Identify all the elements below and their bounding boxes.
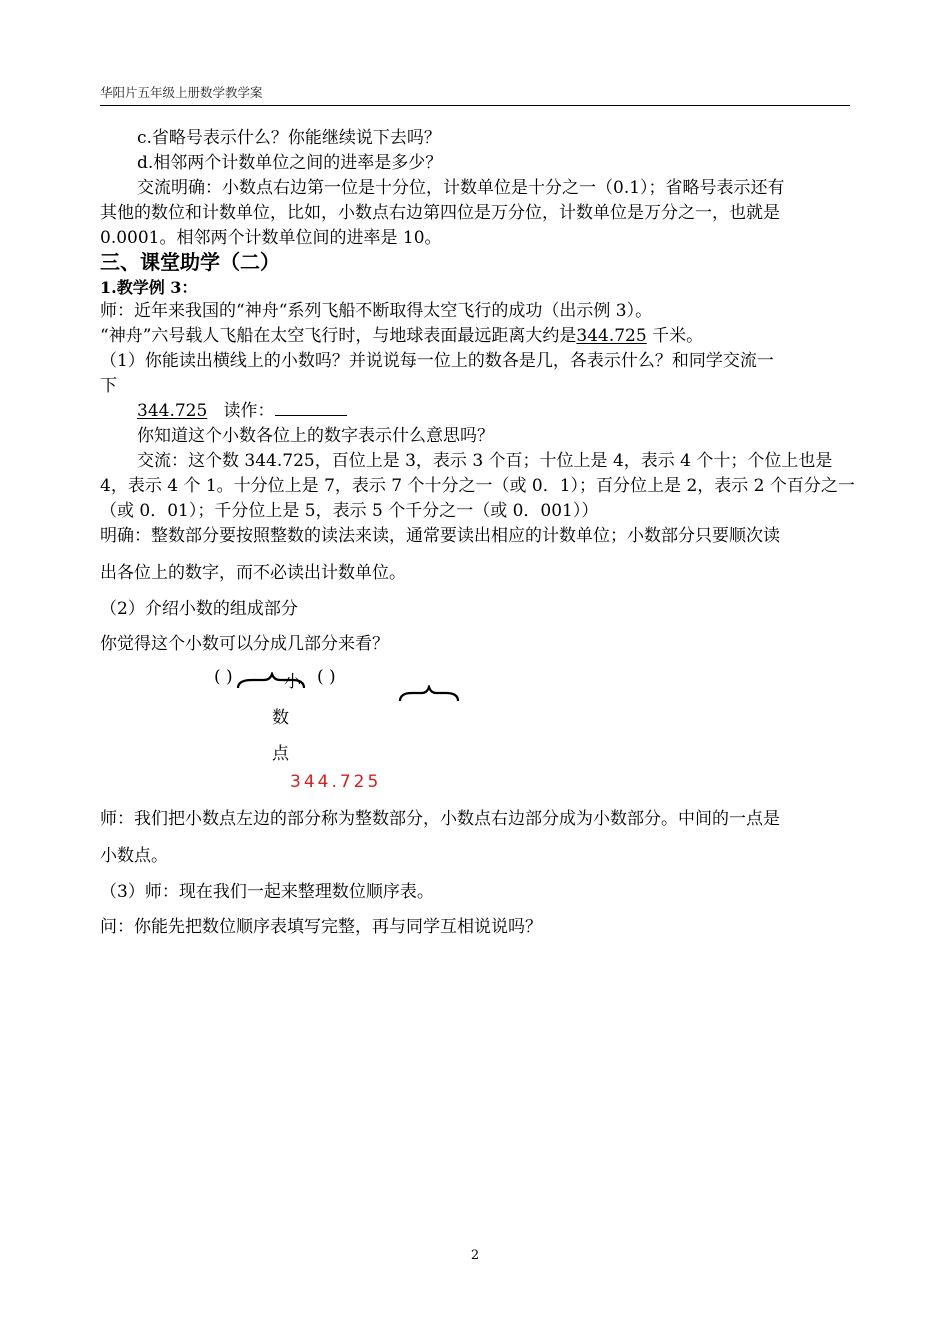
shenzhou-line (100, 324, 852, 348)
example-heading: 1.教学例 3： (100, 278, 198, 297)
answer-blank (275, 399, 347, 416)
decimal-point-char-3: 点 (272, 744, 289, 764)
read-as-line (137, 399, 852, 423)
exchange2-line-1: 交流：这个数 344.725，百位上是 3，表示 3 个百；十位上是 4，表示 4 个十；个位上也是 (137, 451, 833, 471)
teacher-explain-line-1: 师：我们把小数点左边的部分称为整数部分，小数点右边部分成为小数部分。中间的一点是 (100, 809, 780, 829)
exchange-line-3: 0.0001。相邻两个计数单位间的进率是 10。 (100, 228, 442, 248)
decimal-part-paren: ( ) (317, 667, 336, 687)
digit-meaning-question: 你知道这个小数各位上的数字表示什么意思吗？ (137, 426, 494, 446)
parts-question: 你觉得这个小数可以分成几部分来看？ (100, 634, 389, 654)
section-heading: 三、课堂助学（二） (100, 250, 280, 274)
page-number: 2 (470, 1248, 480, 1263)
exchange-line-2: 其他的数位和计数单位，比如，小数点右边第四位是万分位，计数单位是万分之一，也就是 (100, 203, 780, 223)
part-3-heading: （3）师：现在我们一起来整理数位顺序表。 (100, 882, 434, 902)
decimal-point-char-2: 数 (272, 708, 289, 728)
decimal-point-char-1: 小 (284, 672, 301, 692)
page-header: 华阳片五年级上册数学教学案 (100, 83, 850, 106)
question-1-line-1: （1）你能读出横线上的小数吗？并说说每一位上的数各是几，各表示什么？和同学交流一 (100, 351, 774, 371)
exchange2-line-3: （或 0．01）；千分位上是 5，表示 5 个千分之一（或 0．001）） (100, 501, 599, 521)
clarify-line-1: 明确：整数部分要按照整数的读法来读，通常要读出相应的计数单位；小数部分只要顺次读 (100, 526, 780, 546)
read-as-label: 读作： (223, 401, 275, 421)
clarify-line-2: 出各位上的数字，而不必读出计数单位。 (100, 563, 406, 583)
exchange2-line-2: 4，表示 4 个 1。十分位上是 7，表示 7 个十分之一（或 0．1）；百分位上是 2，表示 2 个百分之一 (100, 476, 855, 496)
question-d: d.相邻两个计数单位之间的进率是多少？ (137, 153, 443, 173)
teacher-explain-line-2: 小数点。 (100, 846, 168, 866)
read-number: 344.725 (137, 401, 208, 421)
question-c: c.省略号表示什么？你能继续说下去吗？ (137, 128, 441, 148)
decimal-brace-icon (396, 685, 462, 705)
exchange-line-1: 交流明确：小数点右边第一位是十分位，计数单位是十分之一（0.1）；省略号表示还有 (137, 178, 785, 198)
question-1-line-2: 下 (100, 376, 117, 396)
final-question: 问：你能先把数位顺序表填写完整，再与同学互相说说吗？ (100, 917, 542, 937)
shenzhou-text: “神舟”六号载人飞船在太空飞行时，与地球表面最远距离大约是 (100, 326, 577, 346)
integer-part-paren: ( ) (214, 667, 233, 687)
distance-number: 344.725 (576, 326, 647, 346)
decimal-number: 344.725 (290, 772, 382, 792)
teacher-intro: 师：近年来我国的“神舟“系列飞船不断取得太空飞行的成功（出示例 3）。 (100, 301, 653, 321)
part-2-heading: （2）介绍小数的组成部分 (100, 599, 298, 619)
distance-unit: 千米。 (646, 326, 704, 346)
